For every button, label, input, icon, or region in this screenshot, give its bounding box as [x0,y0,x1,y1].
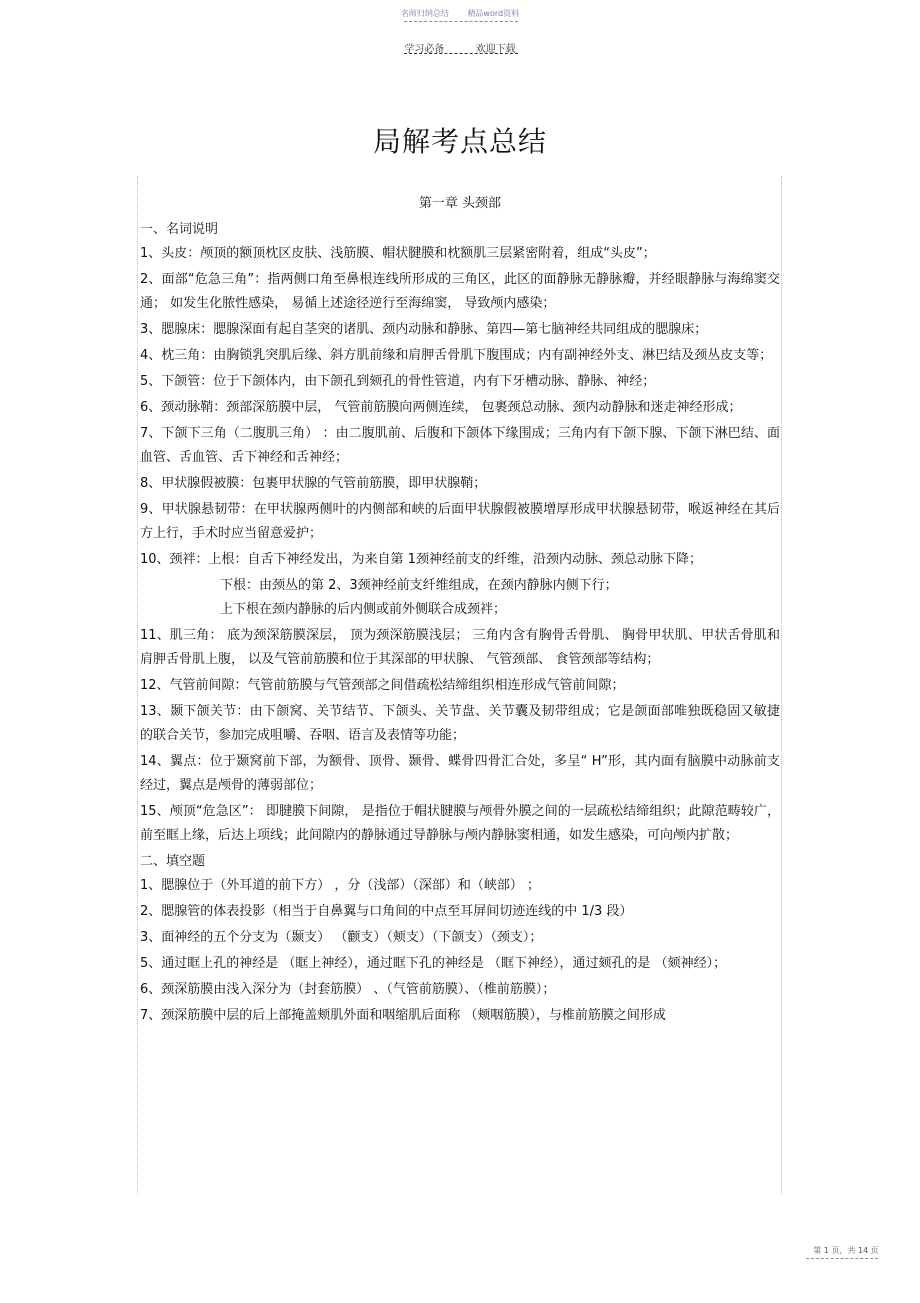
term-definition: 13、颞下颌关节：由下颌窝、关节结节、下颌头、关节盘、关节囊及韧带组成；它是颌面部唯独既稳固又敏捷的联合关节，参加完成咀嚼、吞咽、语言及表情等功能； [140,704,780,743]
term-definition: 3、腮腺床：腮腺深面有起自茎突的诸肌、颈内动脉和静脉、第四—第七脑神经共同组成的腮腺床； [140,322,708,337]
term-definition: 10、颈袢：上根：自舌下神经发出，为来自第 1颈神经前支的纤维，沿颈内动脉、颈总动脉下降； [140,552,702,567]
ansa-lower-root: 下根：由颈丛的第 2、3颈神经前支纤维组成，在颈内静脉内侧下行； [220,578,618,593]
document-body [140,192,780,1030]
fill-item: 6、颈深筋膜由浅入深分为（封套筋膜） 、（气管前筋膜）、（椎前筋膜）； [140,982,556,997]
term-definition: 1、头皮：颅顶的额顶枕区皮肤、浅筋膜、帽状腱膜和枕额肌三层紧密附着，组成“头皮”； [140,246,656,261]
ansa-union: 上下根在颈内静脉的后内侧或前外侧联合成颈袢； [220,602,507,617]
term-definition: 14、翼点：位于颞窝前下部，为额骨、顶骨、颞骨、蝶骨四骨汇合处，多呈“ H”形，其内面有脑膜中动脉前支经过，翼点是颅骨的薄弱部位； [140,754,780,793]
term-definition: 7、下颌下三角（二腹肌三角） ：由二腹肌前、后腹和下颌体下缘围成；三角内有下颌下腺、下颌下淋巴结、面血管、舌血管、舌下神经和舌神经； [140,426,780,465]
fill-item: 2、腮腺管的体表投影（相当于自鼻翼与口角间的中点至耳屏间切迹连线的中 1/3 段） [140,904,633,919]
header-sub-left: 学习必备 [404,44,445,55]
chapter-heading: 第一章 头颈部 [418,196,502,211]
section-heading-fill: 二、填空题 [140,854,206,869]
header-top-divider [404,21,518,22]
header-sub-right: 欢迎下载 [475,44,516,55]
term-definition: 5、下颌管：位于下颌体内，由下颌孔到颏孔的骨性管道，内有下牙槽动脉、静脉、神经； [140,374,656,389]
fill-item: 7、颈深筋膜中层的后上部掩盖颊肌外面和咽缩肌后面称 （颊咽筋膜），与椎前筋膜之间形成 [140,1008,666,1023]
header-top-left: 名师归纳总结 [400,9,449,18]
fill-item: 3、面神经的五个分支为（颞支） （颧支）（颊支）（下颌支）（颈支）； [140,930,543,945]
term-definition: 8、甲状腺假被膜：包裹甲状腺的气管前筋膜，即甲状腺鞘； [140,476,487,491]
term-definition: 15、颅顶“危急区”： 即腱膜下间隙， 是指位于帽状腱膜与颅骨外膜之间的一层疏松结缔组织；此隙范畴较广， 前至眶上缘，后达上项线；此间隙内的静脉通过导静脉与颅内静脉窦相通，如发生感染，可向颅内扩散； [140,804,780,843]
term-definition: 2、面部“危急三角”：指两侧口角至鼻根连线所形成的三角区，此区的面静脉无静脉瓣，并经眼静脉与海绵窦交通； 如发生化脓性感染， 易循上述途径逆行至海绵窦， 导致颅内感染； [140,272,780,311]
section-heading-terms: 一、名词说明 [140,222,219,237]
header-top [0,8,920,19]
fill-item: 5、通过眶上孔的神经是 （眶上神经），通过眶下孔的神经是 （眶下神经），通过颏孔的是 （颏神经）； [140,956,727,971]
fill-item: 1、腮腺位于（外耳道的前下方） ，分（浅部）（深部）和（峡部） ； [140,878,541,893]
term-definition: 12、气管前间隙：气管前筋膜与气管颈部之间借疏松结缔组织相连形成气管前间隙； [140,678,625,693]
document-title: 局解考点总结 [372,125,547,158]
term-definition: 11、肌三角： 底为颈深筋膜深层， 顶为颈深筋膜浅层； 三角内含有胸骨舌骨肌、 胸骨甲状肌、甲状舌骨肌和肩胛舌骨肌上腹， 以及气管前筋膜和位于其深部的甲状腺、 气管颈部、 食管颈部等结构； [140,628,780,667]
frame-right-border [781,176,782,1194]
page-number: 第 1 页，共 14 页 [813,1246,879,1255]
term-definition: 9、甲状腺悬韧带：在甲状腺两侧叶的内侧部和峡的后面甲状腺假被膜增厚形成甲状腺悬韧带，喉返神经在其后方上行，手术时应当留意爱护； [140,502,780,541]
term-definition: 4、枕三角：由胸锁乳突肌后缘、斜方肌前缘和肩胛舌骨肌下腹围成；内有副神经外支、淋巴结及颈丛皮支等； [140,348,773,363]
header-top-right: 精品word资料 [467,9,520,18]
header-sub-divider [404,53,518,54]
term-definition: 6、颈动脉鞘：颈部深筋膜中层， 气管前筋膜向两侧连续， 包裹颈总动脉、颈内动静脉和迷走神经形成； [140,400,742,415]
frame-left-border [137,176,138,1194]
footer-divider [806,1258,878,1259]
